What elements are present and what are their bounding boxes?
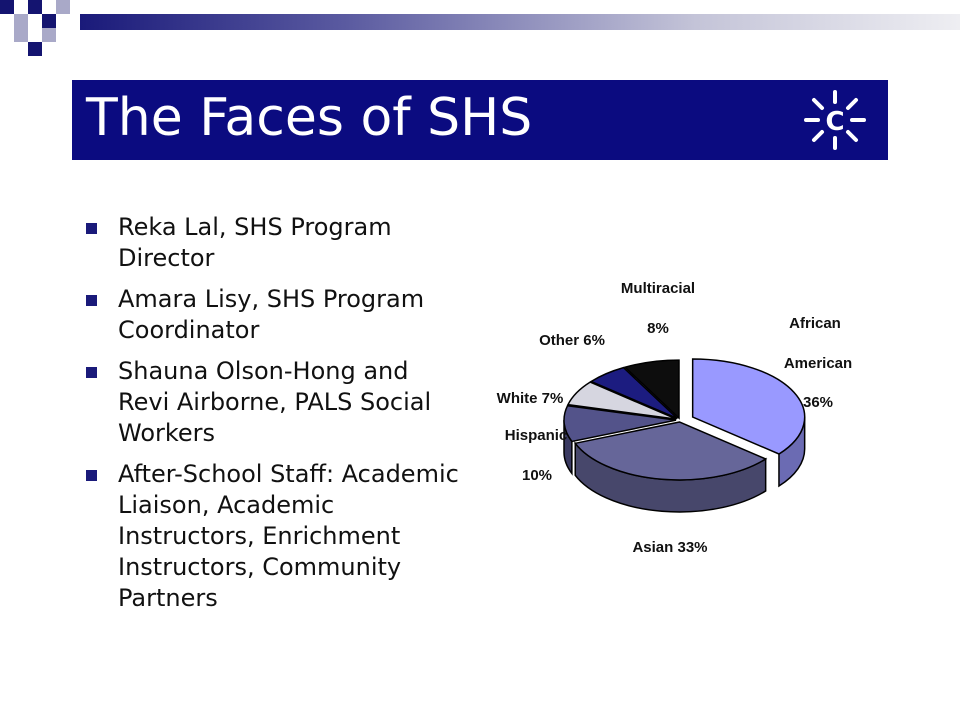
label-african: African	[789, 315, 841, 332]
bullet-square-icon	[86, 367, 97, 378]
bullet-square-icon	[86, 470, 97, 481]
bullet-text: After-School Staff: Academic Liaison, Academic Instructors, Enrichment Instructors, Community Partners	[118, 460, 459, 612]
pie-slices	[564, 359, 805, 480]
label-american: American	[783, 355, 853, 372]
label-multiracial-pct: 8%	[647, 320, 669, 337]
bullet-text: Amara Lisy, SHS Program Coordinator	[118, 285, 425, 344]
bullet-item	[86, 212, 466, 274]
logo-letter: C	[825, 107, 845, 137]
corner-squares-decoration	[0, 0, 80, 64]
bullet-text: Reka Lal, SHS Program Director	[118, 213, 392, 272]
bullet-text: Shauna Olson-Hong and Revi Airborne, PALS Social Workers	[118, 357, 432, 447]
deco-square	[14, 28, 28, 42]
deco-square	[56, 0, 70, 14]
sun-logo-icon	[800, 88, 870, 152]
bullet-item	[86, 284, 466, 346]
deco-square	[28, 42, 42, 56]
deco-square	[0, 0, 14, 14]
label-other: Other 6%	[539, 332, 605, 349]
top-gradient-bar	[80, 14, 960, 30]
deco-square	[14, 14, 28, 28]
deco-square	[28, 0, 42, 14]
bullet-list	[86, 212, 466, 624]
label-african-american-pct: 36%	[802, 394, 834, 411]
ethnicity-pie-chart	[480, 260, 900, 580]
slide-title: The Faces of SHS	[86, 88, 533, 148]
deco-square	[42, 28, 56, 42]
deco-square	[42, 14, 56, 28]
label-hispanic: Hispanic	[504, 427, 568, 444]
bullet-item	[86, 356, 466, 449]
bullet-item	[86, 459, 466, 614]
label-hispanic-pct: 10%	[521, 467, 553, 484]
bullet-square-icon	[86, 223, 97, 234]
bullet-square-icon	[86, 295, 97, 306]
pie-chart-svg	[480, 260, 900, 580]
label-multiracial: Multiracial	[620, 280, 696, 297]
label-white: White 7%	[496, 390, 564, 407]
label-asian: Asian 33%	[632, 539, 708, 556]
title-band	[72, 80, 888, 160]
